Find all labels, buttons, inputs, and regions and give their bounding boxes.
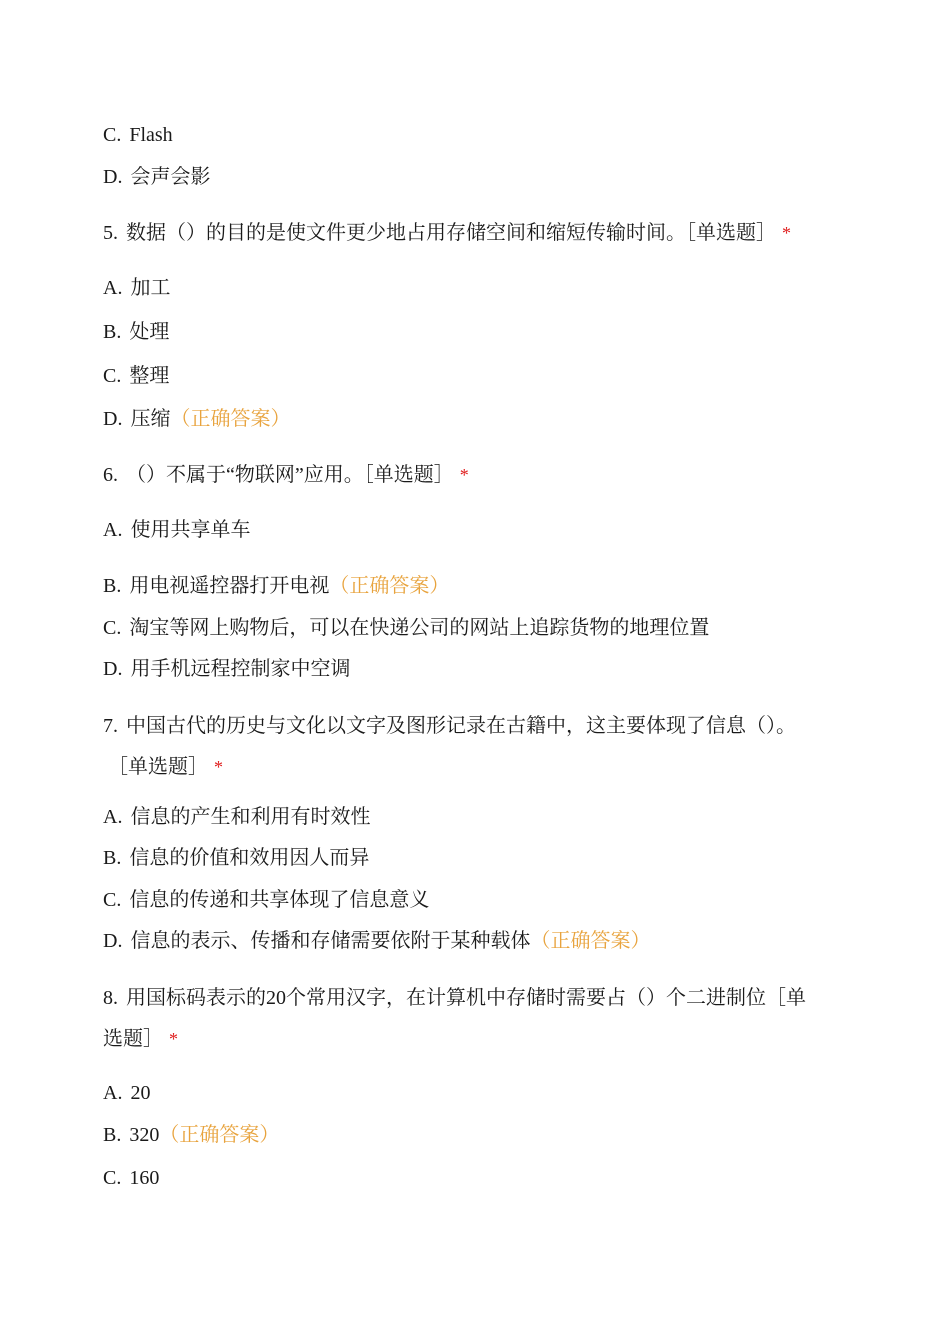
question-6 — [103, 461, 469, 489]
option-text: 加工 — [130, 277, 171, 299]
option-q7-a — [103, 803, 370, 831]
required-mark: * — [169, 1029, 178, 1049]
option-letter: C. — [103, 889, 122, 911]
question-number: 8. — [103, 987, 118, 1009]
option-letter: B. — [103, 575, 122, 597]
option-letter: D. — [103, 166, 123, 188]
option-text: 320 — [129, 1124, 160, 1146]
option-letter: A. — [103, 1082, 123, 1104]
option-q5-c — [103, 362, 169, 390]
option-q8-c — [103, 1164, 159, 1192]
option-letter: A. — [103, 806, 123, 828]
option-q7-b — [103, 844, 369, 872]
correct-answer-label: （正确答案） — [329, 575, 450, 597]
option-q7-c — [103, 886, 429, 914]
option-letter: C. — [103, 365, 122, 387]
option-text: 处理 — [129, 321, 170, 343]
option-letter: C. — [103, 124, 122, 146]
option-text: 压缩 — [130, 408, 171, 430]
required-mark: * — [459, 465, 469, 485]
option-letter: A. — [103, 519, 123, 541]
required-mark: * — [214, 757, 223, 777]
option-letter: B. — [103, 321, 122, 343]
question-8 — [103, 984, 806, 1012]
option-q5-b — [103, 318, 169, 346]
option-q6-b — [103, 572, 449, 600]
option-text: 信息的表示、传播和存储需要依附于某种载体 — [130, 930, 531, 952]
question-type: ［单选题］ — [108, 756, 208, 778]
option-text: 淘宝等网上购物后，可以在快递公司的网站上追踪货物的地理位置 — [129, 617, 710, 639]
option-text: Flash — [129, 124, 173, 146]
option-letter: D. — [103, 408, 123, 430]
option-text: 会声会影 — [130, 166, 211, 188]
option-q4-d — [103, 163, 210, 191]
correct-answer-label: （正确答案） — [170, 408, 291, 430]
question-text: （）不属于“物联网”应用。［单选题］ — [126, 464, 454, 486]
question-number: 6. — [103, 464, 118, 486]
option-letter: D. — [103, 930, 123, 952]
option-letter: B. — [103, 1124, 122, 1146]
question-7-cont — [108, 753, 223, 781]
question-number: 5. — [103, 222, 118, 244]
option-text: 20 — [130, 1082, 151, 1104]
question-number: 7. — [103, 715, 118, 737]
correct-answer-label: （正确答案） — [159, 1124, 280, 1146]
question-type: 选题］ — [103, 1028, 163, 1050]
option-text: 信息的传递和共享体现了信息意义 — [129, 889, 430, 911]
option-q4-c — [103, 121, 173, 149]
option-q8-a — [103, 1079, 150, 1107]
option-q5-d — [103, 405, 290, 433]
option-q6-d — [103, 655, 350, 683]
option-text: 使用共享单车 — [130, 519, 251, 541]
option-text: 信息的价值和效用因人而异 — [129, 847, 370, 869]
question-text: 数据（）的目的是使文件更少地占用存储空间和缩短传输时间。［单选题］ — [126, 222, 776, 244]
option-q6-c — [103, 614, 709, 642]
option-text: 整理 — [129, 365, 170, 387]
question-text: 用国标码表示的20个常用汉字，在计算机中存储时需要占（）个二进制位［单 — [126, 987, 806, 1009]
option-text: 160 — [129, 1167, 160, 1189]
option-letter: C. — [103, 1167, 122, 1189]
required-mark: * — [782, 223, 791, 243]
question-text: 中国古代的历史与文化以文字及图形记录在古籍中，这主要体现了信息（）。 — [126, 715, 796, 737]
question-8-cont — [103, 1025, 178, 1053]
option-q8-b — [103, 1121, 279, 1149]
option-text: 信息的产生和利用有时效性 — [130, 806, 371, 828]
correct-answer-label: （正确答案） — [530, 930, 651, 952]
option-letter: D. — [103, 658, 123, 680]
question-7 — [103, 712, 796, 740]
option-q6-a — [103, 516, 250, 544]
option-letter: B. — [103, 847, 122, 869]
option-q7-d — [103, 927, 650, 955]
option-text: 用手机远程控制家中空调 — [130, 658, 351, 680]
option-q5-a — [103, 274, 170, 302]
option-letter: C. — [103, 617, 122, 639]
option-letter: A. — [103, 277, 123, 299]
question-5 — [103, 219, 791, 247]
option-text: 用电视遥控器打开电视 — [129, 575, 330, 597]
